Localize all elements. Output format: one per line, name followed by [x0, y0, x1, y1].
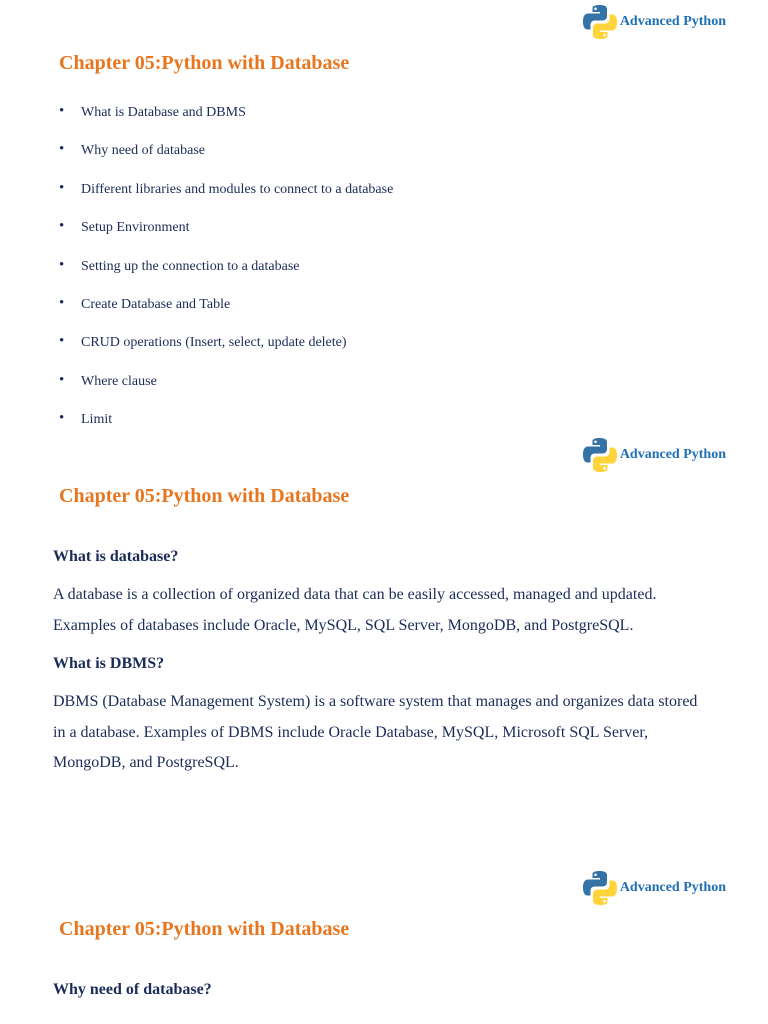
list-item: • Why need of database [59, 141, 205, 159]
page-section-1 [0, 0, 768, 433]
chapter-title: Chapter 05:Python with Database [59, 485, 350, 507]
bullet-icon: • [59, 103, 65, 119]
list-item: • Setting up the connection to a database [59, 256, 300, 274]
python-logo-icon [582, 4, 618, 40]
python-logo-icon [582, 870, 618, 906]
chapter-title: Chapter 05:Python with Database [59, 52, 350, 74]
question-heading: What is DBMS? [53, 655, 165, 672]
logo-text: Advanced Python [619, 880, 726, 895]
bullet-icon: • [59, 333, 65, 350]
python-logo-icon [582, 437, 618, 473]
bullet-icon: • [59, 371, 65, 388]
header-logo [582, 4, 726, 40]
page-section-2 [0, 433, 768, 866]
list-item: • Limit [59, 410, 113, 428]
topic-list [59, 104, 393, 450]
list-item: • Create Database and Table [59, 294, 231, 312]
answer-paragraph: A database is a collection of organized data that can be easily accessed, managed and updated. Examples of databases include Oracle, MySQL, SQL Server, MongoDB, and PostgreSQL. [53, 586, 657, 634]
bullet-icon: • [59, 179, 65, 196]
page-section-3 [0, 866, 768, 1024]
answer-paragraph: DBMS (Database Management System) is a software system that manages and organizes data stored in a database. Examples of DBMS include Oracle Database, MySQL, Microsoft SQL Server, MongoDB, and PostgreSQL. [53, 693, 698, 771]
logo-text: Advanced Python [619, 447, 726, 462]
bullet-icon: • [59, 294, 65, 311]
list-item: • What is Database and DBMS [59, 103, 246, 120]
list-item: • Setup Environment [59, 218, 190, 236]
chapter-title: Chapter 05:Python with Database [59, 918, 350, 940]
list-item: • CRUD operations (Insert, select, update delete) [59, 333, 347, 351]
logo-text: Advanced Python [619, 14, 726, 29]
list-item: • Different libraries and modules to connect to a database [59, 179, 394, 197]
bullet-icon: • [59, 218, 65, 235]
bullet-icon: • [59, 256, 65, 273]
bullet-icon: • [59, 410, 65, 427]
header-logo [582, 870, 726, 906]
question-heading: What is database? [53, 548, 179, 565]
header-logo [582, 437, 726, 473]
question-heading: Why need of database? [53, 981, 212, 998]
list-item: • Where clause [59, 371, 157, 389]
bullet-icon: • [59, 141, 65, 158]
